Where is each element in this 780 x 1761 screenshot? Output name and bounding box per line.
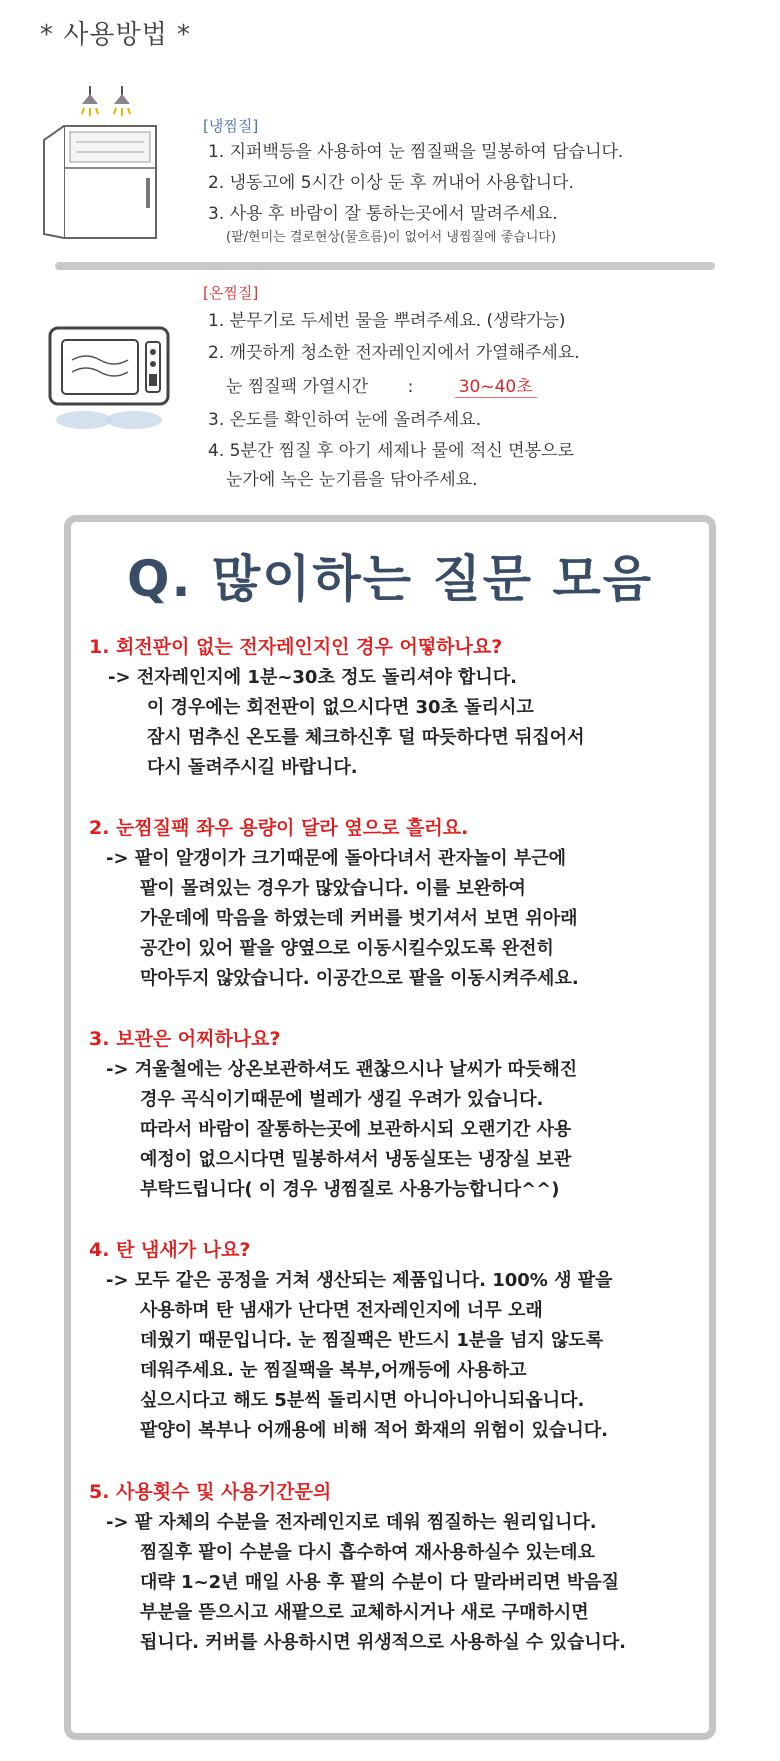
section-divider	[55, 262, 715, 270]
warm-step: 2. 깨끗하게 청소한 전자레인지에서 가열해주세요.	[208, 343, 580, 363]
faq-answer-line: 데웠기 때문입니다. 눈 찜질팩은 반드시 1분을 넘지 않도록	[140, 1330, 604, 1351]
faq-answer-line: 잠시 멈추신 온도를 체크하신후 덜 따듯하다면 뒤집어서	[147, 727, 585, 748]
faq-answer-line: 가운데에 막음을 하였는데 커버를 벗기셔서 보면 위아래	[140, 908, 578, 929]
heat-time-value: 30~40초	[455, 377, 537, 398]
faq-question: 1. 회전판이 없는 전자레인지인 경우 어떻하나요?	[89, 636, 503, 658]
cold-note: (팥/현미는 결로현상(물흐름)이 없어서 냉찜질에 좋습니다)	[226, 230, 557, 245]
faq-answer-line: -> 전자레인지에 1분~30초 정도 돌리셔야 합니다.	[108, 667, 517, 688]
page-title: * 사용방법 *	[40, 20, 191, 50]
warm-step: 4. 5분간 찜질 후 아기 세제나 물에 적신 면봉으로	[208, 441, 574, 461]
faq-answer-line: 됩니다. 커버를 사용하시면 위생적으로 사용하실 수 있습니다.	[140, 1632, 626, 1653]
faq-answer-line: 팥양이 복부나 어깨용에 비해 적어 화재의 위험이 있습니다.	[140, 1420, 609, 1441]
faq-question: 5. 사용횟수 및 사용기간문의	[89, 1481, 332, 1503]
faq-answer-line: 찜질후 팥이 수분을 다시 흡수하여 재사용하실수 있는데요	[140, 1542, 595, 1563]
heat-time-row	[226, 372, 537, 397]
warm-step: 3. 온도를 확인하여 눈에 올려주세요.	[208, 410, 482, 430]
microwave-icon	[44, 320, 174, 430]
faq-question: 3. 보관은 어찌하나요?	[89, 1028, 281, 1050]
faq-answer-line: -> 겨울철에는 상온보관하셔도 괜찮으시나 날씨가 따듯해진	[106, 1059, 578, 1080]
faq-answer-line: -> 팥이 알갱이가 크기때문에 돌아다녀서 관자놀이 부근에	[106, 848, 567, 869]
fridge-icon	[40, 118, 180, 246]
lamp-icon	[78, 86, 138, 122]
faq-answer-line: 막아두지 않았습니다. 이공간으로 팥을 이동시켜주세요.	[140, 968, 579, 989]
faq-answer-line: -> 모두 같은 공정을 거쳐 생산되는 제품입니다. 100% 생 팥을	[106, 1270, 613, 1291]
faq-answer-line: 경우 곡식이기때문에 벌레가 생길 우려가 있습니다.	[140, 1089, 544, 1110]
cold-step: 3. 사용 후 바람이 잘 통하는곳에서 말려주세요.	[208, 204, 558, 224]
warm-label: [온찜질]	[203, 284, 259, 302]
faq-answer-line: 팥이 몰려있는 경우가 많았습니다. 이를 보완하여	[140, 878, 526, 899]
faq-answer-line: 공간이 있어 팥을 양옆으로 이동시킬수있도록 완전히	[140, 938, 554, 959]
faq-question: 4. 탄 냄새가 나요?	[89, 1239, 251, 1261]
faq-answer-line: 싶으시다고 해도 5분씩 돌리시면 아니아니아니되옵니다.	[140, 1390, 585, 1411]
warm-step: 눈가에 녹은 눈기름을 닦아주세요.	[226, 470, 478, 490]
faq-answer-line: 예정이 없으시다면 밀봉하셔서 냉동실또는 냉장실 보관	[140, 1149, 572, 1170]
faq-answer-line: 이 경우에는 회전판이 없으시다면 30초 돌리시고	[147, 697, 534, 718]
faq-question: 2. 눈찜질팩 좌우 용량이 달라 옆으로 흘러요.	[89, 817, 469, 839]
faq-answer-line: 따라서 바람이 잘통하는곳에 보관하시되 오랜기간 사용	[140, 1119, 572, 1140]
heat-time-separator: :	[407, 377, 414, 397]
heat-time-label: 눈 찜질팩 가열시간	[226, 377, 369, 397]
faq-answer-line: 부탁드립니다( 이 경우 냉찜질로 사용가능합니다^^)	[140, 1179, 560, 1200]
faq-answer-line: -> 팥 자체의 수분을 전자레인지로 데워 찜질하는 원리입니다.	[106, 1512, 597, 1533]
faq-answer-line: 대략 1~2년 매일 사용 후 팥의 수분이 다 말라버리면 박음질	[140, 1572, 620, 1593]
faq-answer-line: 데워주세요. 눈 찜질팩을 복부,어깨등에 사용하고	[140, 1360, 527, 1381]
faq-title: Q. 많이하는 질문 모음	[126, 550, 654, 608]
faq-answer-line: 다시 돌려주시길 바랍니다.	[147, 757, 358, 778]
cold-step: 1. 지퍼백등을 사용하여 눈 찜질팩을 밀봉하여 담습니다.	[208, 142, 624, 162]
warm-step: 1. 분무기로 두세번 물을 뿌려주세요. (생략가능)	[208, 311, 566, 331]
cold-step: 2. 냉동고에 5시간 이상 둔 후 꺼내어 사용합니다.	[208, 173, 574, 193]
cold-label: [냉찜질]	[203, 117, 259, 135]
faq-answer-line: 사용하며 탄 냄새가 난다면 전자레인지에 너무 오래	[140, 1300, 543, 1321]
faq-answer-line: 부분을 뜯으시고 새팥으로 교체하시거나 새로 구매하시면	[140, 1602, 589, 1623]
